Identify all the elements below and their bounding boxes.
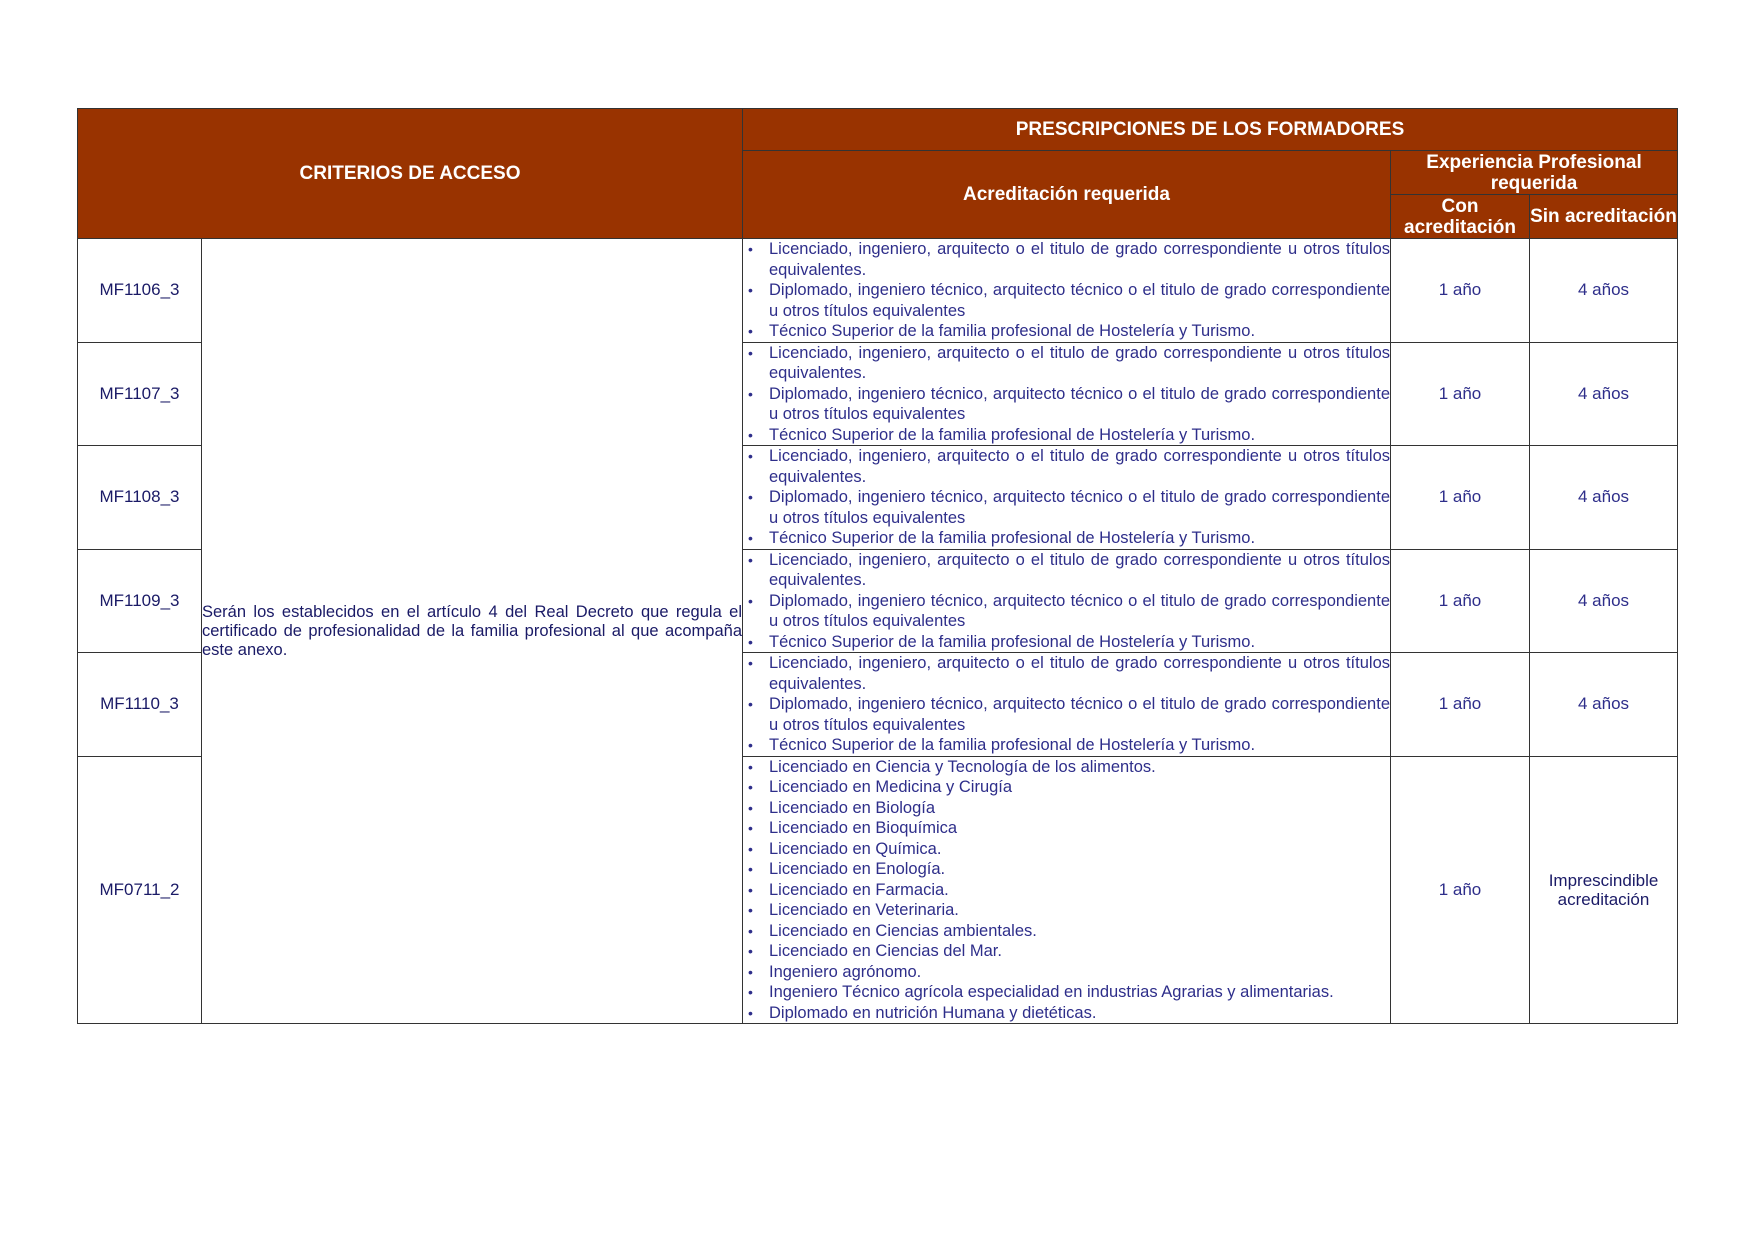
acreditacion-list <box>743 239 1390 342</box>
header-con-acreditacion: Con acreditación <box>1391 195 1530 239</box>
module-code: MF1110_3 <box>78 653 202 757</box>
sin-acreditacion-value: 4 años <box>1530 342 1678 446</box>
module-code: MF1106_3 <box>78 239 202 343</box>
header-acreditacion-requerida: Acreditación requerida <box>743 151 1391 239</box>
list-item: • Licenciado, ingeniero, arquitecto o el titulo de grado correspondiente u otros títulos equivalentes. <box>743 343 1390 384</box>
list-item: • Licenciado en Química. <box>743 839 1390 860</box>
sin-acreditacion-value: 4 años <box>1530 549 1678 653</box>
sin-acreditacion-value: Imprescindible acreditación <box>1530 756 1678 1024</box>
list-item: • Diplomado, ingeniero técnico, arquitecto técnico o el titulo de grado correspondiente u otros títulos equivalentes <box>743 280 1390 321</box>
acreditacion-cell <box>743 653 1391 757</box>
module-code: MF1107_3 <box>78 342 202 446</box>
list-item: • Diplomado, ingeniero técnico, arquitecto técnico o el titulo de grado correspondiente u otros títulos equivalentes <box>743 384 1390 425</box>
list-item: • Ingeniero Técnico agrícola especialidad en industrias Agrarias y alimentarias. <box>743 982 1390 1003</box>
list-item: • Ingeniero agrónomo. <box>743 962 1390 983</box>
list-item: • Técnico Superior de la familia profesional de Hostelería y Turismo. <box>743 425 1390 446</box>
criterio-acceso-text: Serán los establecidos en el artículo 4 del Real Decreto que regula el certificado de profesionalidad de la familia profesional al que acompaña este anexo. <box>202 239 743 1024</box>
acreditacion-cell <box>743 446 1391 550</box>
acreditacion-list <box>743 446 1390 549</box>
list-item: • Diplomado, ingeniero técnico, arquitecto técnico o el titulo de grado correspondiente u otros títulos equivalentes <box>743 694 1390 735</box>
table-row <box>78 239 1678 343</box>
list-item: • Licenciado en Ciencias ambientales. <box>743 921 1390 942</box>
list-item: • Licenciado, ingeniero, arquitecto o el titulo de grado correspondiente u otros títulos equivalentes. <box>743 239 1390 280</box>
header-experiencia-profesional: Experiencia Profesional requerida <box>1391 151 1678 195</box>
list-item: • Diplomado en nutrición Humana y dietéticas. <box>743 1003 1390 1024</box>
con-acreditacion-value: 1 año <box>1391 342 1530 446</box>
module-code: MF1109_3 <box>78 549 202 653</box>
acreditacion-cell <box>743 342 1391 446</box>
list-item: • Licenciado en Farmacia. <box>743 880 1390 901</box>
list-item: • Técnico Superior de la familia profesional de Hostelería y Turismo. <box>743 735 1390 756</box>
module-code: MF1108_3 <box>78 446 202 550</box>
con-acreditacion-value: 1 año <box>1391 549 1530 653</box>
con-acreditacion-value: 1 año <box>1391 239 1530 343</box>
prescripciones-table <box>77 108 1678 1024</box>
module-code: MF0711_2 <box>78 756 202 1024</box>
acreditacion-cell <box>743 756 1391 1024</box>
list-item: • Licenciado, ingeniero, arquitecto o el titulo de grado correspondiente u otros títulos equivalentes. <box>743 550 1390 591</box>
con-acreditacion-value: 1 año <box>1391 653 1530 757</box>
list-item: • Licenciado en Biología <box>743 798 1390 819</box>
list-item: • Licenciado en Bioquímica <box>743 818 1390 839</box>
list-item: • Licenciado, ingeniero, arquitecto o el titulo de grado correspondiente u otros títulos equivalentes. <box>743 446 1390 487</box>
header-prescripciones: PRESCRIPCIONES DE LOS FORMADORES <box>743 109 1678 151</box>
acreditacion-cell <box>743 549 1391 653</box>
header-sin-acreditacion: Sin acreditación <box>1530 195 1678 239</box>
acreditacion-list <box>743 550 1390 653</box>
sin-acreditacion-value: 4 años <box>1530 239 1678 343</box>
list-item: • Licenciado en Medicina y Cirugía <box>743 777 1390 798</box>
list-item: • Técnico Superior de la familia profesional de Hostelería y Turismo. <box>743 321 1390 342</box>
list-item: • Diplomado, ingeniero técnico, arquitecto técnico o el titulo de grado correspondiente u otros títulos equivalentes <box>743 487 1390 528</box>
list-item: • Licenciado en Veterinaria. <box>743 900 1390 921</box>
con-acreditacion-value: 1 año <box>1391 446 1530 550</box>
list-item: • Licenciado en Ciencia y Tecnología de los alimentos. <box>743 757 1390 778</box>
list-item: • Licenciado en Enología. <box>743 859 1390 880</box>
acreditacion-cell <box>743 239 1391 343</box>
acreditacion-list <box>743 653 1390 756</box>
sin-acreditacion-value: 4 años <box>1530 653 1678 757</box>
list-item: • Licenciado, ingeniero, arquitecto o el titulo de grado correspondiente u otros títulos equivalentes. <box>743 653 1390 694</box>
list-item: • Licenciado en Ciencias del Mar. <box>743 941 1390 962</box>
list-item: • Diplomado, ingeniero técnico, arquitecto técnico o el titulo de grado correspondiente u otros títulos equivalentes <box>743 591 1390 632</box>
sin-acreditacion-value: 4 años <box>1530 446 1678 550</box>
con-acreditacion-value: 1 año <box>1391 756 1530 1024</box>
header-criterios-acceso: CRITERIOS DE ACCESO <box>78 109 743 239</box>
acreditacion-list <box>743 343 1390 446</box>
acreditacion-list <box>743 757 1390 1024</box>
list-item: • Técnico Superior de la familia profesional de Hostelería y Turismo. <box>743 528 1390 549</box>
list-item: • Técnico Superior de la familia profesional de Hostelería y Turismo. <box>743 632 1390 653</box>
